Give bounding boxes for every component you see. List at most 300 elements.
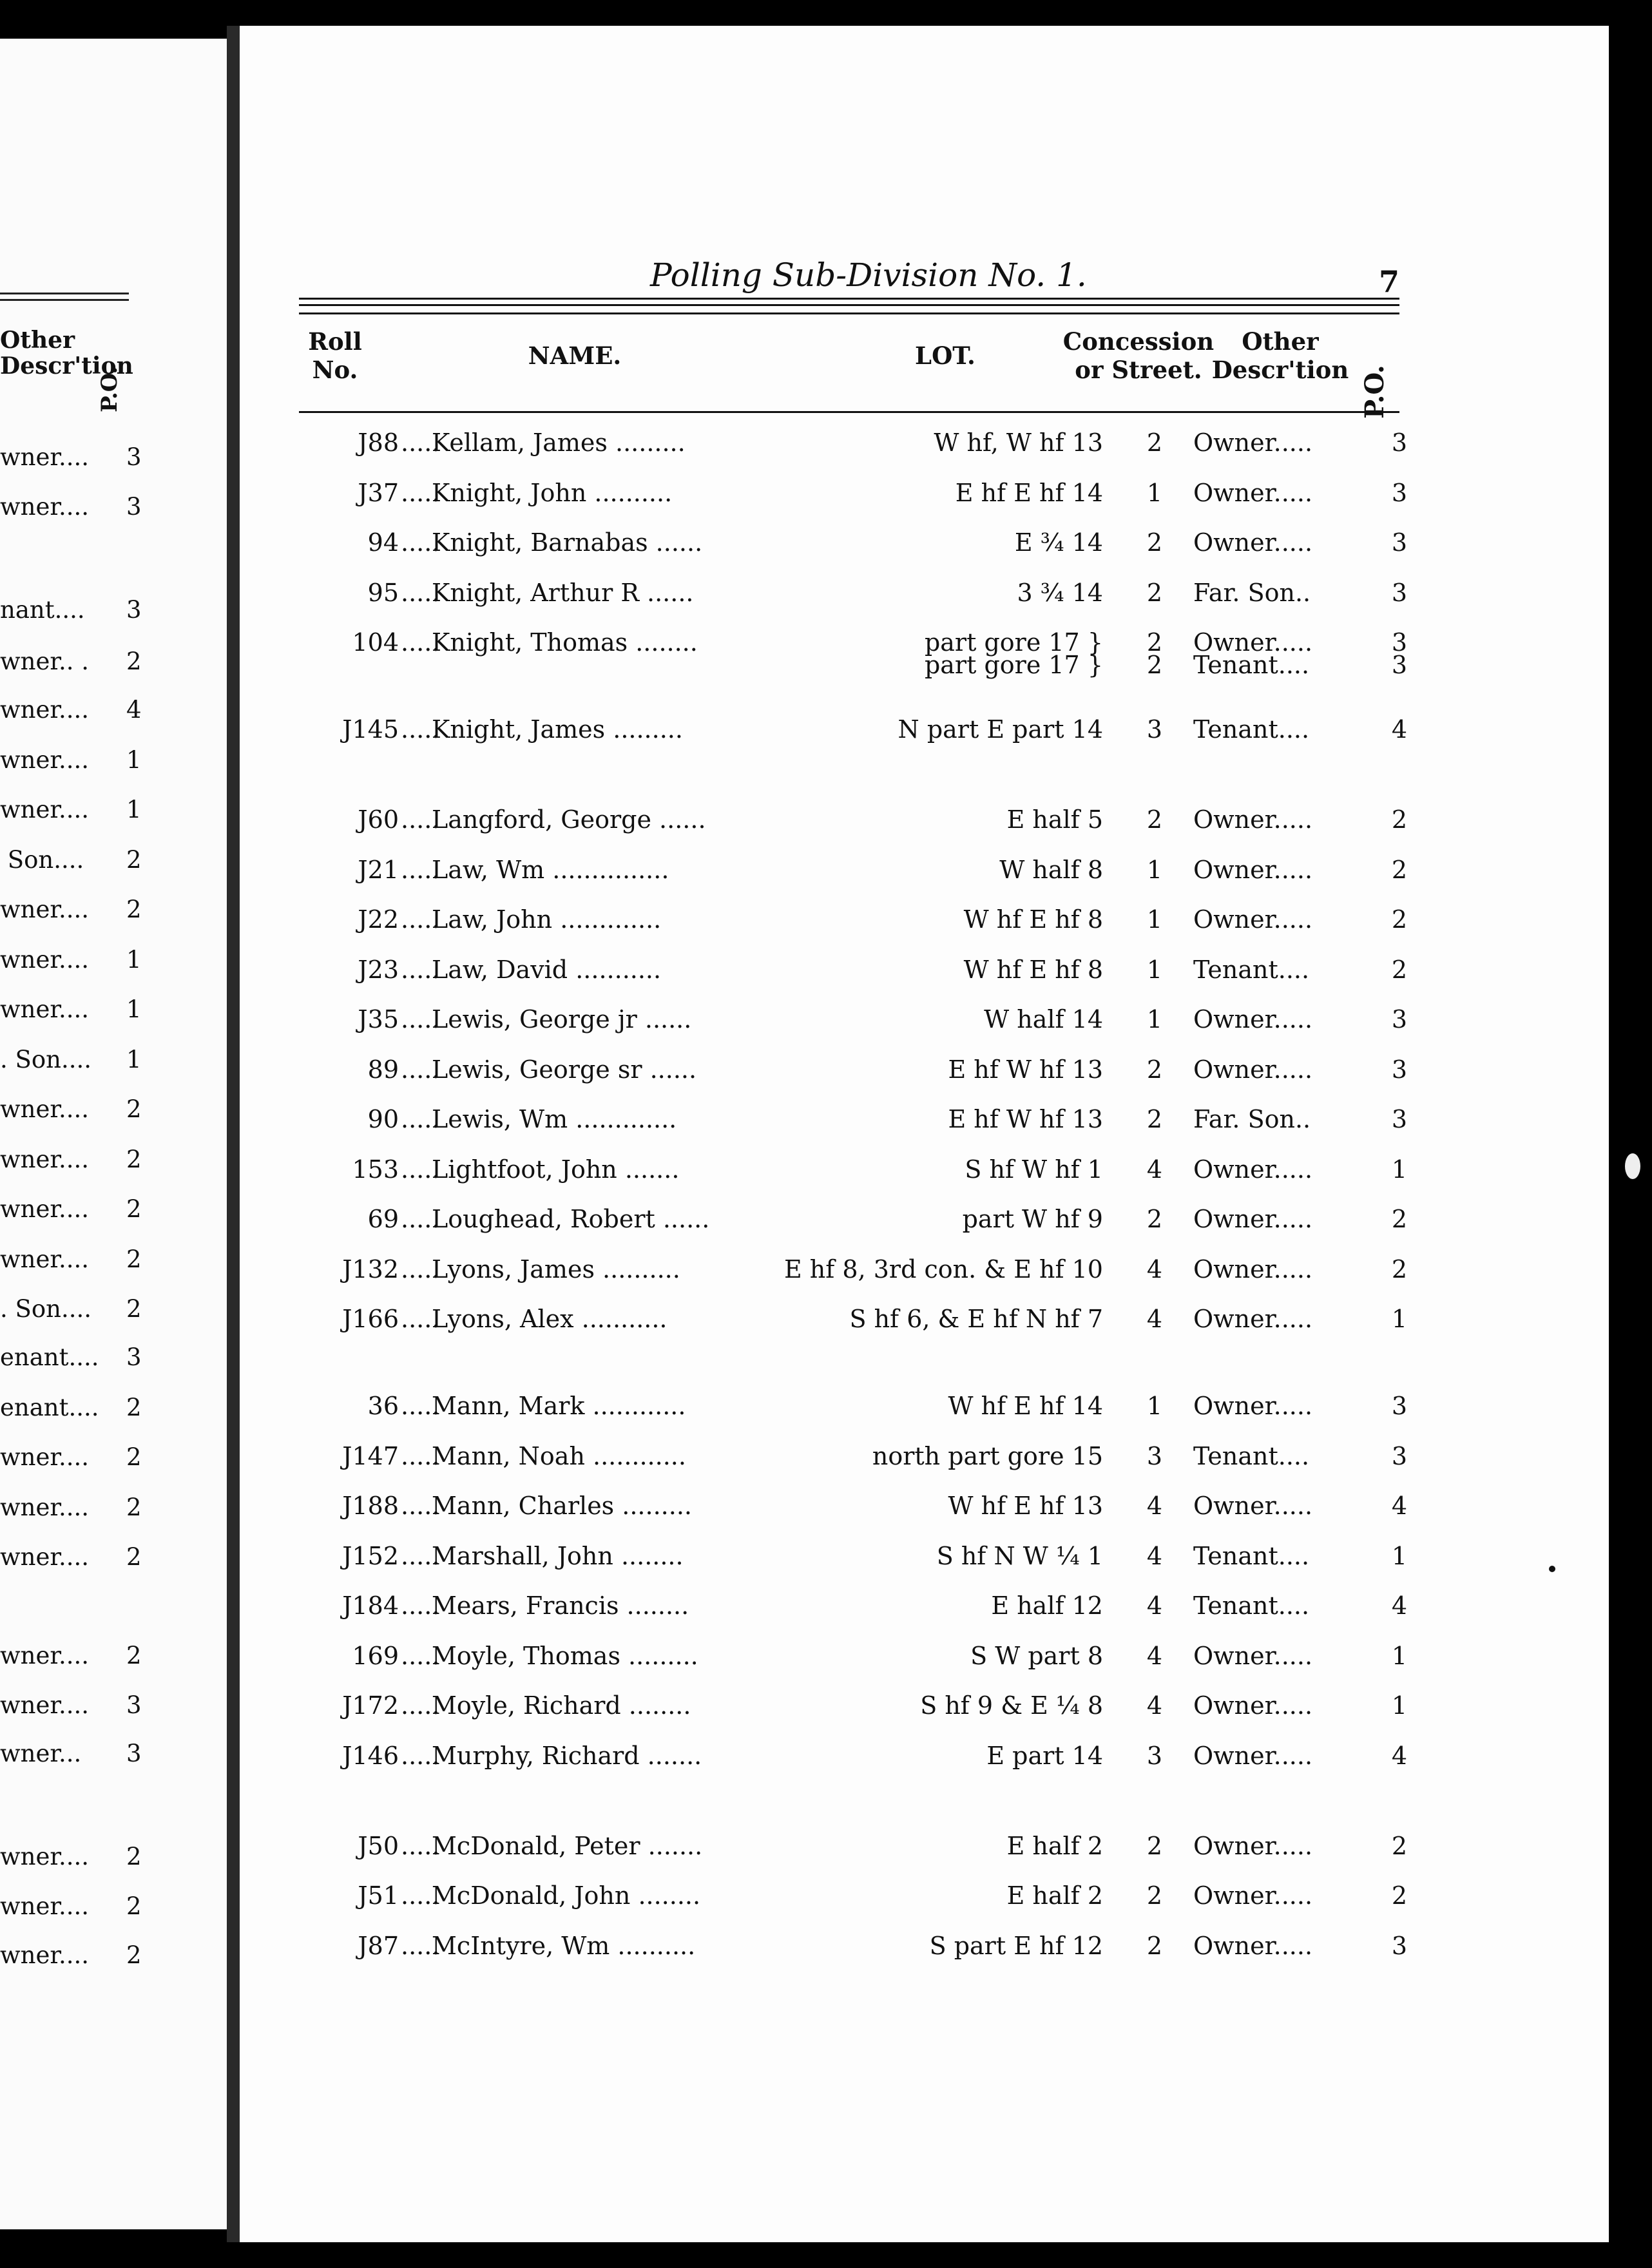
roll-number: J60 — [358, 805, 399, 834]
voter-name: Lyons, James .......... — [432, 1255, 680, 1283]
post-office-number: 3 — [1391, 479, 1408, 507]
column-header-po: P.O. — [1359, 365, 1390, 419]
left-page-row — [0, 696, 142, 724]
post-office-number: 3 — [1391, 1005, 1408, 1033]
post-office-number: 1 — [1391, 1642, 1408, 1670]
post-office-number: 4 — [1391, 1591, 1408, 1620]
leader-dots: ..... — [401, 1005, 440, 1033]
left-row-po: 2 — [126, 1941, 142, 1969]
table-row — [240, 479, 1408, 517]
lot-text: S hf N W ¼ 1 — [936, 1542, 1103, 1570]
left-row-description: wner.... — [0, 1443, 97, 1471]
post-office-number: 2 — [1391, 805, 1408, 834]
other-description: Far. Son.. — [1193, 1105, 1311, 1133]
table-row — [240, 1305, 1408, 1343]
roll-number: 89 — [367, 1055, 399, 1084]
lot-text: W half 8 — [999, 856, 1103, 884]
post-office-number: 3 — [1391, 1392, 1408, 1420]
left-page-row — [0, 1095, 142, 1123]
left-row-description: wner.... — [0, 1146, 97, 1173]
post-office-number: 1 — [1391, 1155, 1408, 1184]
left-row-description: wner.. . — [0, 648, 97, 675]
table-row — [240, 651, 1408, 689]
other-description: Owner..... — [1193, 1155, 1313, 1184]
voter-name: McDonald, John ........ — [432, 1881, 701, 1910]
leader-dots: ..... — [401, 1642, 440, 1670]
lot-text: W hf E hf 8 — [963, 956, 1103, 984]
roll-number: 104 — [352, 628, 399, 657]
scan-speck — [1549, 1566, 1555, 1572]
table-row — [240, 1832, 1408, 1870]
leader-dots: ..... — [401, 1492, 440, 1520]
other-description: Owner..... — [1193, 1055, 1313, 1084]
table-row — [240, 1105, 1408, 1144]
voter-name: Law, John ............. — [432, 905, 662, 934]
lot-text: W hf E hf 14 — [948, 1392, 1103, 1420]
left-row-description: wner.... — [0, 746, 97, 774]
left-row-po: 1 — [126, 995, 142, 1023]
left-row-po: 2 — [126, 1443, 142, 1471]
roll-number: J152 — [342, 1542, 399, 1570]
other-description: Owner..... — [1193, 479, 1313, 507]
concession-number: 4 — [1146, 1591, 1163, 1620]
scan-speck — [1625, 1153, 1640, 1179]
leader-dots: ..... — [401, 1155, 440, 1184]
roll-number: 94 — [367, 528, 399, 557]
left-row-description: enant.... — [0, 1394, 107, 1421]
other-description: Owner..... — [1193, 628, 1313, 657]
column-header-roll — [296, 327, 374, 384]
concession-number: 3 — [1146, 715, 1163, 744]
lot-text: E part 14 — [986, 1742, 1103, 1770]
table-row — [240, 1932, 1408, 1970]
concession-number: 3 — [1146, 1742, 1163, 1770]
leader-dots: ..... — [401, 1255, 440, 1283]
left-page-row — [0, 896, 142, 923]
concession-number: 2 — [1146, 428, 1163, 457]
left-row-po: 3 — [126, 596, 142, 624]
left-row-po: 2 — [126, 1295, 142, 1323]
column-header-other — [1206, 327, 1354, 384]
left-page-row — [0, 1195, 142, 1223]
left-row-po: 3 — [126, 1691, 142, 1719]
post-office-number: 2 — [1391, 956, 1408, 984]
left-row-description: enant.... — [0, 1343, 107, 1371]
leader-dots: ..... — [401, 1932, 440, 1960]
leader-dots: ..... — [401, 1742, 440, 1770]
concession-number: 1 — [1146, 905, 1163, 934]
leader-dots: ..... — [401, 1442, 440, 1470]
header-rule — [299, 298, 1399, 300]
concession-number: 4 — [1146, 1255, 1163, 1283]
left-page-row — [0, 995, 142, 1023]
leader-dots: ..... — [401, 1392, 440, 1420]
left-page-row — [0, 1543, 142, 1571]
other-description: Owner..... — [1193, 856, 1313, 884]
table-row — [240, 1255, 1408, 1294]
other-description: Owner..... — [1193, 1691, 1313, 1720]
leader-dots: ..... — [401, 1305, 440, 1333]
left-page-row — [0, 1343, 142, 1371]
roll-number: J172 — [342, 1691, 399, 1720]
roll-number: J88 — [358, 428, 399, 457]
lot-text: part gore 17 } — [924, 651, 1103, 679]
left-page-rule — [0, 299, 129, 301]
other-description: Owner..... — [1193, 1932, 1313, 1960]
leader-dots: ..... — [401, 1055, 440, 1084]
concession-number: 4 — [1146, 1691, 1163, 1720]
roll-number: J37 — [358, 479, 399, 507]
roll-number: J132 — [342, 1255, 399, 1283]
concession-number: 4 — [1146, 1492, 1163, 1520]
lot-text: 3 ¾ 14 — [1017, 579, 1103, 607]
left-page-row — [0, 1146, 142, 1173]
header-rule — [299, 304, 1399, 306]
left-page-row — [0, 1443, 142, 1471]
other-description: Owner..... — [1193, 1255, 1313, 1283]
post-office-number: 3 — [1391, 579, 1408, 607]
table-row — [240, 1542, 1408, 1581]
other-description: Far. Son.. — [1193, 579, 1311, 607]
concession-header-line: or Street. — [1075, 356, 1202, 384]
left-row-po: 3 — [126, 1343, 142, 1371]
leader-dots: ..... — [401, 856, 440, 884]
leader-dots: ..... — [401, 905, 440, 934]
other-header-line: Other — [1242, 327, 1319, 356]
table-row — [240, 956, 1408, 994]
roll-number: 36 — [367, 1392, 399, 1420]
header-bottom-rule — [299, 411, 1399, 413]
left-row-po: 2 — [126, 1543, 142, 1571]
left-row-description: . Son.... — [0, 1295, 99, 1323]
concession-number: 2 — [1146, 1832, 1163, 1860]
table-row — [240, 1055, 1408, 1094]
table-row — [240, 715, 1408, 754]
post-office-number: 3 — [1391, 528, 1408, 557]
left-row-po: 4 — [126, 696, 142, 724]
other-description: Tenant.... — [1193, 1542, 1310, 1570]
voter-name: Murphy, Richard ....... — [432, 1742, 702, 1770]
leader-dots: ..... — [401, 528, 440, 557]
left-page-row — [0, 493, 142, 521]
left-row-po: 2 — [126, 896, 142, 923]
left-page-row — [0, 1494, 142, 1521]
post-office-number: 3 — [1391, 1932, 1408, 1960]
lot-text: W half 14 — [984, 1005, 1103, 1033]
table-row — [240, 805, 1408, 844]
other-description: Owner..... — [1193, 1881, 1313, 1910]
concession-number: 2 — [1146, 1055, 1163, 1084]
left-page-row — [0, 1892, 142, 1920]
roll-number: J51 — [358, 1881, 399, 1910]
voter-name: Law, David ........... — [432, 956, 662, 984]
lot-text: E hf W hf 13 — [948, 1105, 1103, 1133]
left-page-header-po: P.O. — [97, 366, 122, 412]
other-description: Tenant.... — [1193, 715, 1310, 744]
left-row-description: wner.... — [0, 1095, 97, 1123]
left-row-po: 1 — [126, 946, 142, 974]
column-header-name: NAME. — [528, 341, 622, 370]
column-header-lot: LOT. — [915, 341, 975, 370]
lot-text: E half 5 — [1006, 805, 1103, 834]
other-description: Owner..... — [1193, 1492, 1313, 1520]
voter-name: Mann, Charles ......... — [432, 1492, 692, 1520]
roll-number: J147 — [342, 1442, 399, 1470]
voter-name: Loughead, Robert ...... — [432, 1205, 710, 1233]
left-row-po: 1 — [126, 746, 142, 774]
roll-number: 169 — [352, 1642, 399, 1670]
left-row-po: 1 — [126, 1046, 142, 1073]
concession-number: 2 — [1146, 805, 1163, 834]
left-row-description: wner.... — [0, 796, 97, 823]
other-description: Tenant.... — [1193, 956, 1310, 984]
lot-text: E hf W hf 13 — [948, 1055, 1103, 1084]
left-row-description: wner... — [0, 1740, 90, 1767]
post-office-number: 1 — [1391, 1691, 1408, 1720]
lot-text: E half 2 — [1006, 1881, 1103, 1910]
table-row — [240, 1881, 1408, 1920]
other-description: Owner..... — [1193, 1392, 1313, 1420]
voter-name: Lewis, George jr ...... — [432, 1005, 692, 1033]
other-description: Owner..... — [1193, 1205, 1313, 1233]
voter-name: Knight, John .......... — [432, 479, 673, 507]
roll-number: J21 — [358, 856, 399, 884]
roll-number: J188 — [342, 1492, 399, 1520]
post-office-number: 2 — [1391, 1205, 1408, 1233]
column-header-concession — [1058, 327, 1219, 384]
left-row-po: 3 — [126, 443, 142, 471]
right-page — [240, 26, 1609, 2242]
concession-number: 2 — [1146, 628, 1163, 657]
concession-number: 2 — [1146, 1932, 1163, 1960]
concession-number: 1 — [1146, 956, 1163, 984]
left-row-po: 2 — [126, 648, 142, 675]
lot-text: part W hf 9 — [962, 1205, 1103, 1233]
lot-text: E half 2 — [1006, 1832, 1103, 1860]
other-description: Owner..... — [1193, 905, 1313, 934]
left-row-po: 1 — [126, 796, 142, 823]
post-office-number: 2 — [1391, 856, 1408, 884]
voter-name: Kellam, James ......... — [432, 428, 686, 457]
table-row — [240, 905, 1408, 944]
concession-number: 2 — [1146, 579, 1163, 607]
left-page-row — [0, 1245, 142, 1273]
left-row-description: wner.... — [0, 995, 97, 1023]
leader-dots: ..... — [401, 428, 440, 457]
lot-text: E hf 8, 3rd con. & E hf 10 — [783, 1255, 1103, 1283]
table-row — [240, 579, 1408, 617]
left-row-description: wner.... — [0, 896, 97, 923]
roll-number: J50 — [358, 1832, 399, 1860]
left-row-po: 2 — [126, 1195, 142, 1223]
voter-name: Lyons, Alex ........... — [432, 1305, 668, 1333]
left-page-row — [0, 846, 142, 874]
lot-text: W hf, W hf 13 — [934, 428, 1103, 457]
table-row — [240, 1155, 1408, 1194]
post-office-number: 4 — [1391, 1492, 1408, 1520]
lot-text: S hf W hf 1 — [965, 1155, 1103, 1184]
left-page-row — [0, 1941, 142, 1969]
left-header-other-line: Other — [0, 327, 75, 354]
voter-name: Langford, George ...... — [432, 805, 706, 834]
voter-name: Mears, Francis ........ — [432, 1591, 689, 1620]
lot-text: W hf E hf 8 — [963, 905, 1103, 934]
page-number: 7 — [1379, 264, 1400, 299]
post-office-number: 3 — [1391, 428, 1408, 457]
leader-dots: ..... — [401, 1832, 440, 1860]
leader-dots: ..... — [401, 1105, 440, 1133]
concession-number: 4 — [1146, 1305, 1163, 1333]
concession-number: 1 — [1146, 1005, 1163, 1033]
voter-name: Mann, Mark ............ — [432, 1392, 686, 1420]
leader-dots: ..... — [401, 1881, 440, 1910]
roll-number: J35 — [358, 1005, 399, 1033]
left-row-description: wner.... — [0, 1642, 97, 1669]
left-page-row — [0, 443, 142, 471]
left-page-row — [0, 746, 142, 774]
concession-number: 2 — [1146, 651, 1163, 679]
lot-text: S hf 9 & E ¼ 8 — [920, 1691, 1103, 1720]
table-row — [240, 856, 1408, 894]
roll-number: 69 — [367, 1205, 399, 1233]
other-description: Tenant.... — [1193, 1591, 1310, 1620]
left-page-fragment — [0, 39, 227, 2229]
page-title: Polling Sub-Division No. 1. — [650, 256, 1087, 294]
voter-name: Law, Wm ............... — [432, 856, 669, 884]
left-row-po: 2 — [126, 846, 142, 874]
left-row-description: wner.... — [0, 1245, 97, 1273]
other-header-line: Descr'tion — [1211, 356, 1349, 384]
left-row-po: 2 — [126, 1642, 142, 1669]
concession-number: 2 — [1146, 1105, 1163, 1133]
left-row-description: wner.... — [0, 1494, 97, 1521]
post-office-number: 2 — [1391, 1832, 1408, 1860]
left-row-po: 2 — [126, 1146, 142, 1173]
lot-text: E half 12 — [991, 1591, 1103, 1620]
post-office-number: 2 — [1391, 1255, 1408, 1283]
post-office-number: 1 — [1391, 1305, 1408, 1333]
concession-number: 2 — [1146, 528, 1163, 557]
concession-number: 4 — [1146, 1155, 1163, 1184]
other-description: Owner..... — [1193, 528, 1313, 557]
table-row — [240, 1742, 1408, 1780]
lot-text: S W part 8 — [970, 1642, 1103, 1670]
leader-dots: ..... — [401, 628, 440, 657]
voter-name: Mann, Noah ............ — [432, 1442, 686, 1470]
left-row-po: 2 — [126, 1095, 142, 1123]
left-page-row — [0, 1394, 142, 1421]
left-row-description: wner.... — [0, 493, 97, 521]
table-row — [240, 1492, 1408, 1530]
voter-name: Knight, Barnabas ...... — [432, 528, 703, 557]
lot-text: E hf E hf 14 — [955, 479, 1103, 507]
left-row-description: wner.... — [0, 443, 97, 471]
concession-number: 4 — [1146, 1542, 1163, 1570]
post-office-number: 3 — [1391, 1055, 1408, 1084]
concession-number: 1 — [1146, 479, 1163, 507]
roll-number: 90 — [367, 1105, 399, 1133]
other-description: Owner..... — [1193, 428, 1313, 457]
left-row-description: wner.... — [0, 1543, 97, 1571]
voter-name: McIntyre, Wm .......... — [432, 1932, 696, 1960]
lot-text: N part E part 14 — [898, 715, 1103, 744]
leader-dots: ..... — [401, 715, 440, 744]
concession-header-line: Concession — [1062, 327, 1215, 356]
left-row-description: Son.... — [0, 846, 92, 874]
other-description: Owner..... — [1193, 805, 1313, 834]
roll-header-line: Roll — [308, 327, 362, 356]
left-page-row — [0, 1843, 142, 1870]
voter-name: Lightfoot, John ....... — [432, 1155, 680, 1184]
page-header — [240, 238, 1609, 299]
table-row — [240, 1005, 1408, 1044]
voter-name: McDonald, Peter ....... — [432, 1832, 703, 1860]
table-row — [240, 1442, 1408, 1481]
other-description: Tenant.... — [1193, 651, 1310, 679]
left-row-description: wner.... — [0, 1941, 97, 1969]
post-office-number: 3 — [1391, 628, 1408, 657]
roll-number: 153 — [352, 1155, 399, 1184]
left-row-po: 3 — [126, 493, 142, 521]
left-row-po: 2 — [126, 1843, 142, 1870]
left-row-description: wner.... — [0, 1195, 97, 1223]
leader-dots: ..... — [401, 1591, 440, 1620]
leader-dots: ..... — [401, 479, 440, 507]
roll-number: J87 — [358, 1932, 399, 1960]
other-description: Owner..... — [1193, 1642, 1313, 1670]
left-page-row — [0, 1691, 142, 1719]
roll-number: J22 — [358, 905, 399, 934]
lot-text: S part E hf 12 — [929, 1932, 1103, 1960]
left-row-description: wner.... — [0, 696, 97, 724]
table-row — [240, 1205, 1408, 1244]
concession-number: 1 — [1146, 856, 1163, 884]
left-page-row — [0, 796, 142, 823]
concession-number: 2 — [1146, 1205, 1163, 1233]
roll-header-line: No. — [312, 356, 358, 384]
leader-dots: ..... — [401, 805, 440, 834]
left-page-row — [0, 1295, 142, 1323]
leader-dots: ..... — [401, 1542, 440, 1570]
voter-name: Knight, Arthur R ...... — [432, 579, 694, 607]
lot-text: W hf E hf 13 — [948, 1492, 1103, 1520]
left-page-rule — [0, 293, 129, 294]
left-row-description: wner.... — [0, 1691, 97, 1719]
left-page-row — [0, 596, 142, 624]
voter-name: Moyle, Richard ........ — [432, 1691, 691, 1720]
voter-name: Moyle, Thomas ......... — [432, 1642, 698, 1670]
table-row — [240, 528, 1408, 567]
post-office-number: 3 — [1391, 1442, 1408, 1470]
post-office-number: 3 — [1391, 1105, 1408, 1133]
left-row-po: 2 — [126, 1892, 142, 1920]
post-office-number: 2 — [1391, 1881, 1408, 1910]
left-row-description: . Son.... — [0, 1046, 99, 1073]
other-description: Owner..... — [1193, 1305, 1313, 1333]
table-row — [240, 1642, 1408, 1680]
header-rule — [299, 312, 1399, 314]
voter-name: Knight, Thomas ........ — [432, 628, 698, 657]
other-description: Owner..... — [1193, 1742, 1313, 1770]
post-office-number: 3 — [1391, 651, 1408, 679]
lot-text: E ¾ 14 — [1014, 528, 1103, 557]
leader-dots: ..... — [401, 1205, 440, 1233]
roll-number: J23 — [358, 956, 399, 984]
other-description: Owner..... — [1193, 1832, 1313, 1860]
table-row — [240, 428, 1408, 467]
table-row — [240, 1392, 1408, 1430]
lot-text: S hf 6, & E hf N hf 7 — [849, 1305, 1103, 1333]
